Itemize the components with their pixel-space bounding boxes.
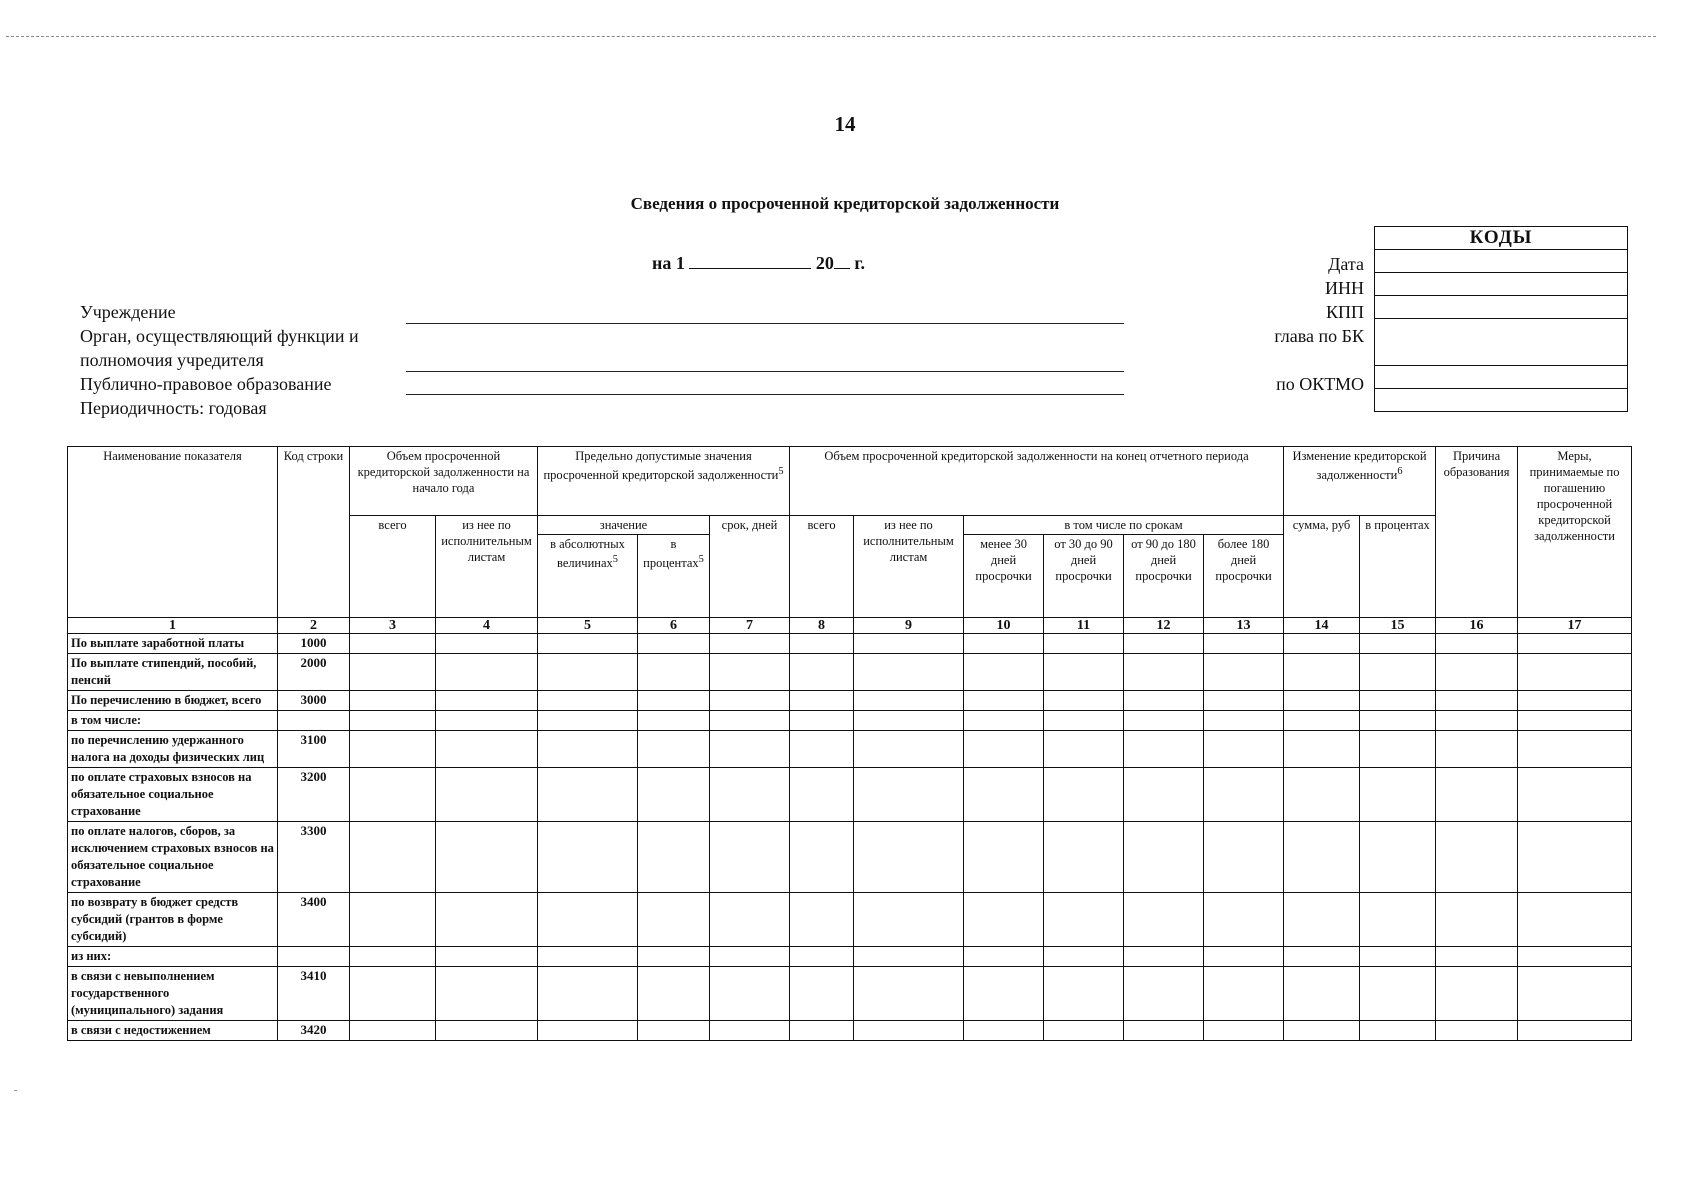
value-cell[interactable] [1284,731,1360,768]
value-cell[interactable] [1284,1021,1360,1041]
header-limit-abs [538,535,638,618]
value-cell[interactable] [1436,768,1518,822]
value-cell[interactable] [790,893,854,947]
founder-field[interactable] [406,371,1124,372]
date-year-prefix: 20 [815,253,834,273]
value-cell[interactable] [854,822,964,893]
value-cell[interactable] [854,634,964,654]
value-cell[interactable] [1518,731,1632,768]
row-name: По выплате заработной платы [68,634,278,654]
value-cell[interactable] [710,967,790,1021]
table-row [68,768,1632,822]
value-cell[interactable] [1436,893,1518,947]
value-cell[interactable] [538,822,638,893]
value-cell[interactable] [854,691,964,711]
table-row [68,893,1632,947]
value-cell[interactable] [1518,1021,1632,1041]
value-cell[interactable] [964,654,1044,691]
column-number: 6 [638,618,710,634]
row-code: 3400 [278,893,350,947]
value-cell[interactable] [1518,691,1632,711]
value-cell[interactable] [1436,691,1518,711]
header-gt180: более 180 дней просрочки [1204,535,1284,618]
table-body [68,634,1632,1041]
value-cell[interactable] [1124,947,1204,967]
date-line [652,253,865,274]
column-number: 10 [964,618,1044,634]
value-cell[interactable] [1044,768,1124,822]
value-cell[interactable] [854,731,964,768]
value-cell[interactable] [638,731,710,768]
header-90-180: от 90 до 180 дней просрочки [1124,535,1204,618]
table-row [68,822,1632,893]
header-limits-text: Предельно допустимые значения просроченной кредиторской задолженности [543,449,779,483]
value-cell[interactable] [1284,768,1360,822]
column-number: 8 [790,618,854,634]
value-cell[interactable] [350,691,436,711]
value-cell[interactable] [854,654,964,691]
value-cell[interactable] [538,691,638,711]
header-measures: Меры, принимаемые по погашению просроченной кредиторской задолженности [1518,447,1632,618]
column-numbers-row [68,618,1632,634]
page-number: 14 [834,112,856,136]
value-cell[interactable] [710,654,790,691]
value-cell[interactable] [1360,731,1436,768]
value-cell[interactable] [538,634,638,654]
value-cell[interactable] [350,711,436,731]
value-cell[interactable] [436,1021,538,1041]
value-cell[interactable] [436,967,538,1021]
value-cell[interactable] [1360,768,1436,822]
header-limit-term: срок, дней [710,516,790,618]
value-cell[interactable] [790,634,854,654]
value-cell[interactable] [1204,634,1284,654]
value-cell[interactable] [1360,822,1436,893]
date-code-label: Дата [1328,254,1364,274]
value-cell[interactable] [1360,893,1436,947]
date-prefix: на 1 [652,253,685,273]
kpp-code-label: КПП [1325,302,1364,322]
value-cell[interactable] [1044,691,1124,711]
public-entity-label: Публично-правовое образование [80,374,332,394]
value-cell[interactable] [1204,967,1284,1021]
value-cell[interactable] [1284,691,1360,711]
oktmo-code-cell[interactable] [1375,366,1628,389]
header-limit-abs-text: в абсолютных величинах [550,537,625,571]
value-cell[interactable] [1518,822,1632,893]
value-cell[interactable] [1518,967,1632,1021]
inn-code-cell[interactable] [1375,273,1628,296]
founder-label-line1: Орган, осуществляющий функции и [80,326,359,346]
value-cell[interactable] [638,893,710,947]
value-cell[interactable] [790,822,854,893]
value-cell[interactable] [854,967,964,1021]
header-limits [538,447,790,516]
bk-chapter-code-cell[interactable] [1375,319,1628,366]
value-cell[interactable] [1284,711,1360,731]
value-cell[interactable] [1204,691,1284,711]
column-number: 2 [278,618,350,634]
value-cell[interactable] [350,822,436,893]
column-number: 16 [1436,618,1518,634]
value-cell[interactable] [790,711,854,731]
column-number: 4 [436,618,538,634]
value-cell[interactable] [1124,691,1204,711]
value-cell[interactable] [1044,731,1124,768]
value-cell[interactable] [710,947,790,967]
value-cell[interactable] [538,1021,638,1041]
header-limits-footnote: 5 [778,466,784,477]
form-title: Сведения о просроченной кредиторской задолженности [630,194,1060,213]
row-code: 3000 [278,691,350,711]
value-cell[interactable] [710,691,790,711]
value-cell[interactable] [1284,634,1360,654]
value-cell[interactable] [1044,654,1124,691]
value-cell[interactable] [638,691,710,711]
header-start-volume: Объем просроченной кредиторской задолженности на начало года [350,447,538,516]
value-cell[interactable] [1124,768,1204,822]
header-30-90: от 30 до 90 дней просрочки [1044,535,1124,618]
row-name: в связи с невыполнением государственного (муниципального) задания [68,967,278,1021]
public-entity-field[interactable] [406,394,1124,395]
value-cell[interactable] [1204,711,1284,731]
value-cell[interactable] [1204,768,1284,822]
founder-label-line2: полномочия учредителя [80,350,264,370]
value-cell[interactable] [790,967,854,1021]
row-code: 3100 [278,731,350,768]
value-cell[interactable] [436,654,538,691]
value-cell[interactable] [964,634,1044,654]
row-name: По выплате стипендий, пособий, пенсий [68,654,278,691]
header-lt30: менее 30 дней просрочки [964,535,1044,618]
value-cell[interactable] [1204,654,1284,691]
value-cell[interactable] [638,822,710,893]
value-cell[interactable] [1284,947,1360,967]
header-reason: Причина образования [1436,447,1518,618]
value-cell[interactable] [1518,768,1632,822]
column-number: 14 [1284,618,1360,634]
bk-chapter-code-label: глава по БК [1274,326,1364,346]
value-cell[interactable] [638,634,710,654]
value-cell[interactable] [436,947,538,967]
column-number: 1 [68,618,278,634]
row-name: по перечислению удержанного налога на доходы физических лиц [68,731,278,768]
value-cell[interactable] [538,967,638,1021]
column-number: 5 [538,618,638,634]
header-change-text: Изменение кредиторской задолженности [1292,449,1427,483]
value-cell[interactable] [638,768,710,822]
value-cell[interactable] [638,967,710,1021]
date-year-field[interactable] [834,254,850,269]
value-cell[interactable] [1124,654,1204,691]
row-code: 3300 [278,822,350,893]
value-cell[interactable] [1360,634,1436,654]
oktmo-code-label: по ОКТМО [1276,374,1364,394]
value-cell[interactable] [854,1021,964,1041]
value-cell[interactable] [854,711,964,731]
value-cell[interactable] [538,947,638,967]
header-change-pct: в процентах [1360,516,1436,618]
value-cell[interactable] [790,768,854,822]
value-cell[interactable] [1124,822,1204,893]
value-cell[interactable] [1284,967,1360,1021]
date-code-cell[interactable] [1375,250,1628,273]
value-cell[interactable] [350,634,436,654]
header-name: Наименование показателя [68,447,278,618]
row-code: 3420 [278,1021,350,1041]
value-cell[interactable] [436,711,538,731]
header-limit-pct [638,535,710,618]
row-code [278,947,350,967]
value-cell[interactable] [1360,711,1436,731]
value-cell[interactable] [1436,711,1518,731]
value-cell[interactable] [1044,711,1124,731]
column-number: 13 [1204,618,1284,634]
value-cell[interactable] [436,731,538,768]
codes-title: КОДЫ [1375,227,1628,250]
row-name: в связи с недостижением [68,1021,278,1041]
column-number: 15 [1360,618,1436,634]
date-suffix: г. [854,253,866,273]
value-cell[interactable] [1360,691,1436,711]
value-cell[interactable] [350,893,436,947]
header-limit-pct-footnote: 5 [698,554,704,565]
value-cell[interactable] [710,634,790,654]
header-limit-abs-footnote: 5 [612,554,618,565]
value-cell[interactable] [710,893,790,947]
value-cell[interactable] [1360,654,1436,691]
row-name: в том числе: [68,711,278,731]
table-row [68,1021,1632,1041]
value-cell[interactable] [790,947,854,967]
column-number: 7 [710,618,790,634]
value-cell[interactable] [1044,967,1124,1021]
column-number: 9 [854,618,964,634]
header-start-total: всего [350,516,436,618]
date-day-month-field[interactable] [689,254,811,269]
row-code: 3410 [278,967,350,1021]
value-cell[interactable] [350,654,436,691]
table-row [68,654,1632,691]
value-cell[interactable] [1436,634,1518,654]
table-row [68,691,1632,711]
kpp-code-cell[interactable] [1375,296,1628,319]
value-cell[interactable] [710,731,790,768]
value-cell[interactable] [436,822,538,893]
row-name: по возврату в бюджет средств субсидий (грантов в форме субсидий) [68,893,278,947]
table-row [68,731,1632,768]
overdue-payables-table [67,446,1632,1041]
value-cell[interactable] [964,822,1044,893]
header-change [1284,447,1436,516]
value-cell[interactable] [436,768,538,822]
value-cell[interactable] [1436,731,1518,768]
row-name: по оплате налогов, сборов, за исключением страховых взносов на обязательное социальное страхование [68,822,278,893]
value-cell[interactable] [790,691,854,711]
value-cell[interactable] [1284,893,1360,947]
periodicity-code-cell[interactable] [1375,389,1628,412]
value-cell[interactable] [1436,1021,1518,1041]
value-cell[interactable] [538,654,638,691]
header-start-exec: из нее по исполнительным листам [436,516,538,618]
value-cell[interactable] [1360,967,1436,1021]
value-cell[interactable] [710,711,790,731]
row-code [278,711,350,731]
value-cell[interactable] [1124,1021,1204,1041]
value-cell[interactable] [854,947,964,967]
value-cell[interactable] [1124,731,1204,768]
value-cell[interactable] [1204,947,1284,967]
institution-field[interactable] [406,323,1124,324]
row-name: из них: [68,947,278,967]
row-code: 3200 [278,768,350,822]
value-cell[interactable] [1360,1021,1436,1041]
table-row [68,947,1632,967]
value-cell[interactable] [1124,634,1204,654]
column-number: 3 [350,618,436,634]
value-cell[interactable] [1518,711,1632,731]
value-cell[interactable] [1204,731,1284,768]
value-cell[interactable] [1124,893,1204,947]
value-cell[interactable] [538,768,638,822]
value-cell[interactable] [350,947,436,967]
codes-box [1374,226,1628,412]
value-cell[interactable] [1436,947,1518,967]
header-limit-pct-text: в процентах [643,537,699,571]
value-cell[interactable] [790,654,854,691]
value-cell[interactable] [1518,654,1632,691]
value-cell[interactable] [1124,711,1204,731]
column-number: 17 [1518,618,1632,634]
header-end-volume: Объем просроченной кредиторской задолженности на конец отчетного периода [790,447,1284,516]
row-code: 1000 [278,634,350,654]
value-cell[interactable] [538,711,638,731]
value-cell[interactable] [350,1021,436,1041]
page-mark [14,1090,17,1091]
institution-label: Учреждение [80,302,176,322]
value-cell[interactable] [1284,654,1360,691]
value-cell[interactable] [1436,654,1518,691]
header-code: Код строки [278,447,350,618]
header-by-terms: в том числе по срокам [964,516,1284,535]
header-end-total: всего [790,516,854,618]
value-cell[interactable] [854,893,964,947]
header-change-sum: сумма, руб [1284,516,1360,618]
value-cell[interactable] [1204,893,1284,947]
value-cell[interactable] [1044,947,1124,967]
value-cell[interactable] [1204,1021,1284,1041]
value-cell[interactable] [350,768,436,822]
value-cell[interactable] [710,1021,790,1041]
value-cell[interactable] [638,654,710,691]
value-cell[interactable] [1518,893,1632,947]
value-cell[interactable] [1284,822,1360,893]
value-cell[interactable] [964,768,1044,822]
column-number: 12 [1124,618,1204,634]
value-cell[interactable] [538,731,638,768]
value-cell[interactable] [854,768,964,822]
value-cell[interactable] [710,768,790,822]
value-cell[interactable] [964,731,1044,768]
value-cell[interactable] [1044,634,1124,654]
value-cell[interactable] [710,822,790,893]
header-change-footnote: 6 [1397,466,1403,477]
value-cell[interactable] [538,893,638,947]
value-cell[interactable] [350,731,436,768]
value-cell[interactable] [1124,967,1204,1021]
value-cell[interactable] [1518,947,1632,967]
value-cell[interactable] [964,691,1044,711]
value-cell[interactable] [790,731,854,768]
value-cell[interactable] [964,1021,1044,1041]
header-limit-value: значение [538,516,710,535]
table-row [68,634,1632,654]
value-cell[interactable] [1204,822,1284,893]
value-cell[interactable] [1044,893,1124,947]
row-code: 2000 [278,654,350,691]
value-cell[interactable] [638,1021,710,1041]
value-cell[interactable] [790,1021,854,1041]
value-cell[interactable] [436,893,538,947]
top-divider [6,36,1656,37]
value-cell[interactable] [638,711,710,731]
value-cell[interactable] [964,947,1044,967]
value-cell[interactable] [1436,967,1518,1021]
value-cell[interactable] [436,634,538,654]
value-cell[interactable] [1044,822,1124,893]
value-cell[interactable] [436,691,538,711]
value-cell[interactable] [1044,1021,1124,1041]
value-cell[interactable] [964,967,1044,1021]
inn-code-label: ИНН [1325,278,1364,298]
row-name: По перечислению в бюджет, всего [68,691,278,711]
value-cell[interactable] [1436,822,1518,893]
value-cell[interactable] [1360,947,1436,967]
value-cell[interactable] [964,893,1044,947]
row-name: по оплате страховых взносов на обязательное социальное страхование [68,768,278,822]
periodicity-label: Периодичность: годовая [80,398,267,418]
column-number: 11 [1044,618,1124,634]
value-cell[interactable] [1518,634,1632,654]
header-end-exec: из нее по исполнительным листам [854,516,964,618]
table-row [68,711,1632,731]
value-cell[interactable] [964,711,1044,731]
value-cell[interactable] [350,967,436,1021]
table-row [68,967,1632,1021]
value-cell[interactable] [638,947,710,967]
